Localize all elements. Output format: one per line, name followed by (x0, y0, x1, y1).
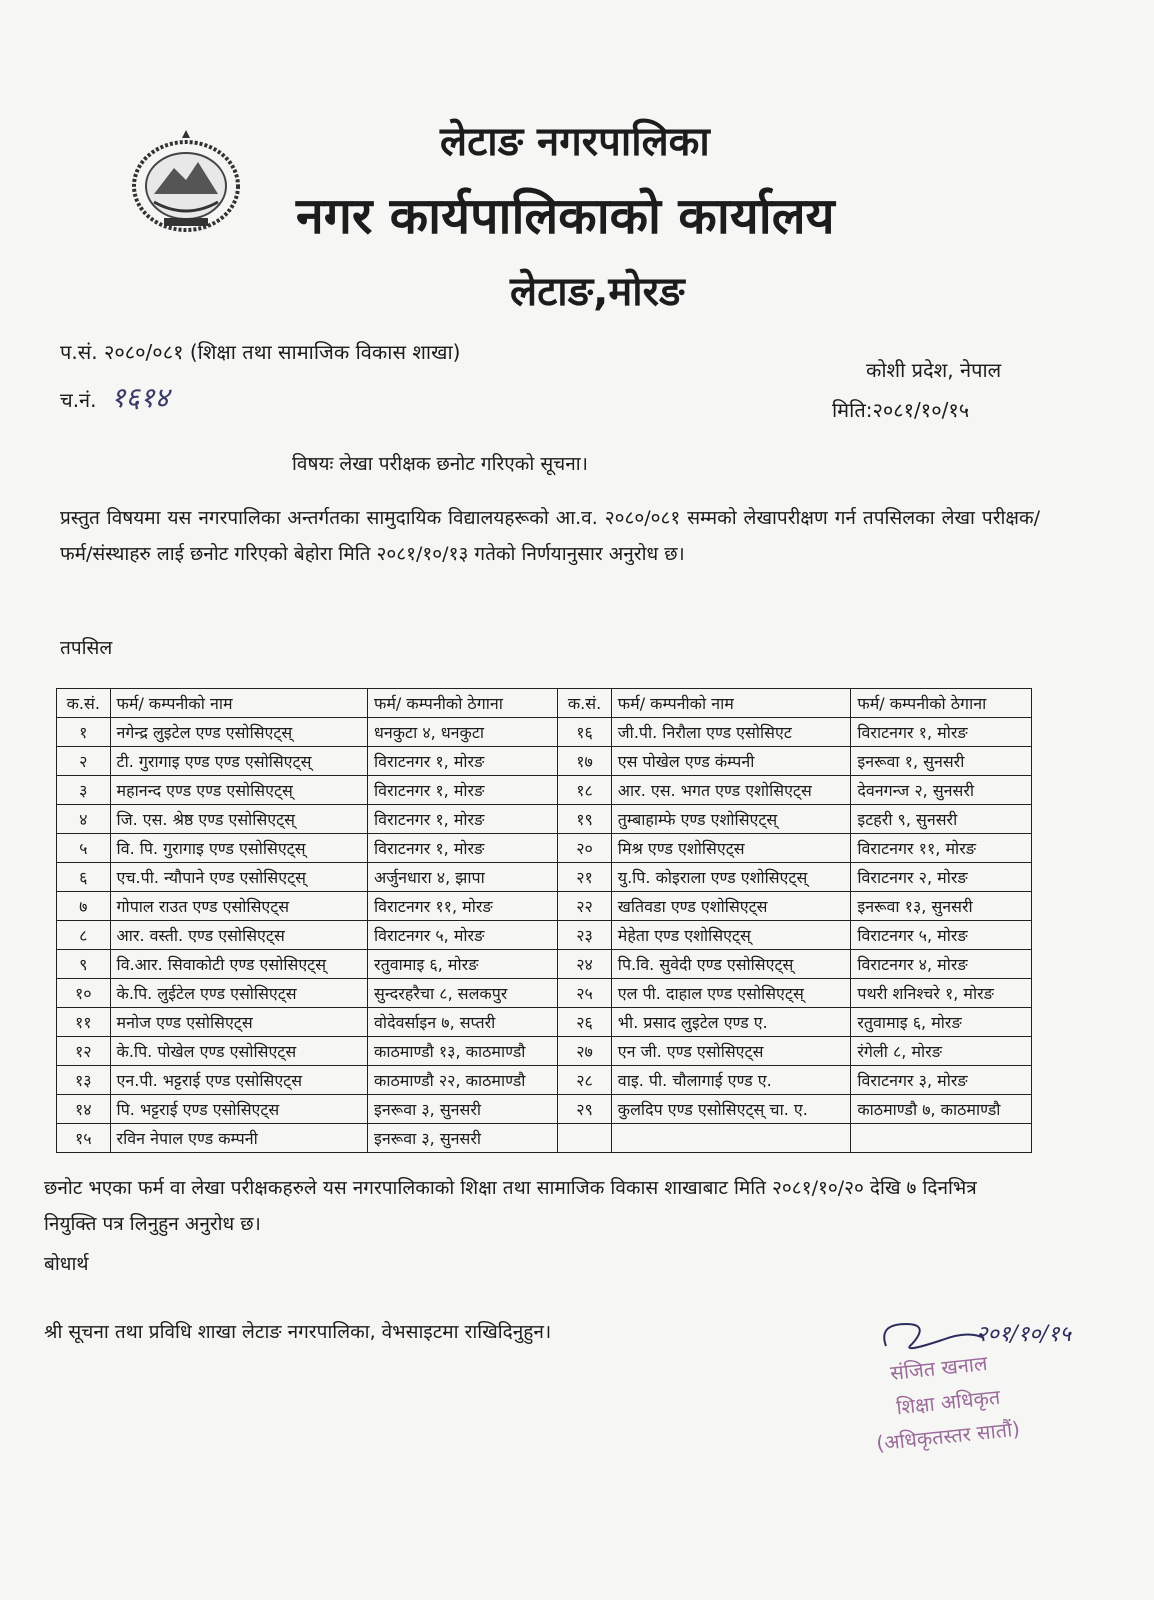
table-row (57, 950, 1032, 979)
cell-firm-name: रविन नेपाल एण्ड कम्पनी (110, 1124, 367, 1153)
cell-firm-address: सुन्दरहरैचा ८, सलकपुर (368, 979, 558, 1008)
cell-firm-address-2: रंगेली ८, मोरङ (851, 1037, 1032, 1066)
dispatch-label: च.नं. (60, 388, 97, 412)
cell-firm-address-2: विराटनगर ४, मोरङ (851, 950, 1032, 979)
cell-firm-address: विराटनगर ११, मोरङ (368, 892, 558, 921)
cell-sn: ७ (57, 892, 111, 921)
cell-sn: ६ (57, 863, 111, 892)
cell-firm-address: इनरूवा ३, सुनसरी (368, 1124, 558, 1153)
cell-firm-name: नगेन्द्र लुइटेल एण्ड एसोसिएट्स् (110, 718, 367, 747)
cell-sn-2: २९ (558, 1095, 612, 1124)
cell-sn-2: २४ (558, 950, 612, 979)
instruction-paragraph: छनोट भएका फर्म वा लेखा परीक्षकहरुले यस नगरपालिकाको शिक्षा तथा सामाजिक विकास शाखाबाट मिति २०८१/१०/२० देखि ७ दिनभित्र नियुक्ति पत्र लिनुहुन अनुरोध छ। (44, 1177, 977, 1235)
cell-firm-address-2: इटहरी ९, सुनसरी (851, 805, 1032, 834)
table-row (57, 718, 1032, 747)
cell-firm-name: वि.आर. सिवाकोटी एण्ड एसोसिएट्स् (110, 950, 367, 979)
cell-firm-name: के.पि. लुईटेल एण्ड एसोसिएट्स (110, 979, 367, 1008)
cell-firm-address-2: काठमाण्डौ ७, काठमाण्डौ (851, 1095, 1032, 1124)
cell-sn-2: २६ (558, 1008, 612, 1037)
cell-sn: ५ (57, 834, 111, 863)
cell-sn: ११ (57, 1008, 111, 1037)
cell-firm-name-2: यु.पि. कोइराला एण्ड एशोसिएट्स् (611, 863, 851, 892)
dispatch-value: १६१४ (110, 381, 170, 414)
cell-firm-name: महानन्द एण्ड एण्ड एसोसिएट्स् (110, 776, 367, 805)
cell-firm-address: विराटनगर १, मोरङ (368, 776, 558, 805)
cell-sn-2: २७ (558, 1037, 612, 1066)
cell-firm-name: टी. गुरागाइ एण्ड एण्ड एसोसिएट्स् (110, 747, 367, 776)
cell-firm-address: धनकुटा ४, धनकुटा (368, 718, 558, 747)
office-name: नगर कार्यपालिकाको कार्यालय (296, 187, 835, 245)
cell-firm-name: पि. भट्टराई एण्ड एसोसिएट्स (110, 1095, 367, 1124)
cc-heading: बोधार्थ (44, 1253, 89, 1275)
cell-firm-name: वि. पि. गुरागाइ एण्ड एसोसिएट्स् (110, 834, 367, 863)
cell-firm-name-2: जी.पी. निरौला एण्ड एसोसिएट (611, 718, 851, 747)
table-header-row (57, 689, 1032, 718)
stamp-name: संजित खनाल (889, 1350, 989, 1386)
cell-firm-address-2: विराटनगर १, मोरङ (851, 718, 1032, 747)
cell-firm-name-2: पि.वि. सुवेदी एण्ड एसोसिएट्स् (611, 950, 851, 979)
table-row (57, 1008, 1032, 1037)
cell-firm-address: विराटनगर १, मोरङ (368, 747, 558, 776)
province: कोशी प्रदेश, नेपाल (866, 358, 1002, 382)
col-firm-address: फर्म/ कम्पनीको ठेगाना (368, 689, 558, 718)
cell-sn-2: २५ (558, 979, 612, 1008)
cell-firm-address: विराटनगर १, मोरङ (368, 834, 558, 863)
cell-sn: १ (57, 718, 111, 747)
table-body (57, 718, 1032, 1153)
cc-recipient: श्री सूचना तथा प्रविधि शाखा लेटाङ नगरपालिका, वेभसाइटमा राखिदिनुहुन। (44, 1321, 552, 1343)
cell-firm-address: रतुवामाइ ६, मोरङ (368, 950, 558, 979)
auditor-table (56, 688, 1032, 1153)
cell-firm-address-2: पथरी शनिश्चरे १, मोरङ (851, 979, 1032, 1008)
table-row (57, 863, 1032, 892)
col-sn-2: क.सं. (558, 689, 612, 718)
cell-firm-address-2: इनरूवा १, सुनसरी (851, 747, 1032, 776)
dispatch-number (60, 378, 169, 416)
cell-firm-address: वोदेवर्साइन ७, सप्तरी (368, 1008, 558, 1037)
cell-firm-address: अर्जुनधारा ४, झापा (368, 863, 558, 892)
reference-number: प.सं. २०८०/०८१ (शिक्षा तथा सामाजिक विकास शाखा) (60, 340, 461, 364)
col-firm-name: फर्म/ कम्पनीको नाम (110, 689, 367, 718)
cell-firm-name-2: एन जी. एण्ड एसोसिएट्स (611, 1037, 851, 1066)
cell-sn: ८ (57, 921, 111, 950)
cell-sn: १२ (57, 1037, 111, 1066)
table-row (57, 979, 1032, 1008)
cell-firm-name: के.पि. पोखेल एण्ड एसोसिएट्स (110, 1037, 367, 1066)
cell-firm-name: जि. एस. श्रेष्ठ एण्ड एसोसिएट्स् (110, 805, 367, 834)
nepal-emblem-icon (124, 128, 254, 238)
cell-sn-2: २३ (558, 921, 612, 950)
stamp-title: शिक्षा अधिकृत (895, 1384, 1002, 1420)
body-paragraph: प्रस्तुत विषयमा यस नगरपालिका अन्तर्गतका सामुदायिक विद्यालयहरूको आ.व. २०८०/०८१ सम्मको लेखापरीक्षण गर्न तपसिलका लेखा परीक्षक/फर्म/संस्थाहरु लाई छनोट गरिएको बेहोरा मिति २०८१/१०/१३ गतेको निर्णयानुसार अनुरोध छ। (60, 507, 1040, 565)
cell-firm-name-2: मेहेता एण्ड एशोसिएट्स् (611, 921, 851, 950)
cell-sn-2: २२ (558, 892, 612, 921)
subject-line: विषयः लेखा परीक्षक छनोट गरिएको सूचना। (292, 453, 588, 475)
cell-firm-address-2: विराटनगर ३, मोरङ (851, 1066, 1032, 1095)
cell-sn: ३ (57, 776, 111, 805)
cell-firm-name-2: एस पोखेल एण्ड कंम्पनी (611, 747, 851, 776)
cell-firm-address: विराटनगर ५, मोरङ (368, 921, 558, 950)
cell-firm-name-2: खतिवडा एण्ड एशोसिएट्स (611, 892, 851, 921)
cell-sn: १३ (57, 1066, 111, 1095)
cell-sn: ९ (57, 950, 111, 979)
col-firm-address-2: फर्म/ कम्पनीको ठेगाना (851, 689, 1032, 718)
cell-sn: १० (57, 979, 111, 1008)
cell-firm-name-2 (611, 1124, 851, 1153)
cell-sn-2: १९ (558, 805, 612, 834)
cell-firm-name-2: वाइ. पी. चौलागाई एण्ड ए. (611, 1066, 851, 1095)
tapasil-label: तपसिल (60, 637, 113, 659)
table-row (57, 1066, 1032, 1095)
cell-firm-address-2: विराटनगर २, मोरङ (851, 863, 1032, 892)
cell-firm-address-2: रतुवामाइ ६, मोरङ (851, 1008, 1032, 1037)
signature-date: २०१/१०/१५ (976, 1322, 1071, 1347)
cell-firm-name-2: कुलदिप एण्ड एसोसिएट्स् चा. ए. (611, 1095, 851, 1124)
cell-sn-2: २० (558, 834, 612, 863)
cell-sn-2: २१ (558, 863, 612, 892)
cell-firm-address-2: इनरूवा १३, सुनसरी (851, 892, 1032, 921)
issue-date: मिति:२०८१/१०/१५ (832, 398, 970, 422)
cell-sn: १४ (57, 1095, 111, 1124)
cell-firm-address: काठमाण्डौ १३, काठमाण्डौ (368, 1037, 558, 1066)
table-row (57, 834, 1032, 863)
table-row (57, 805, 1032, 834)
table-row (57, 776, 1032, 805)
col-firm-name-2: फर्म/ कम्पनीको नाम (611, 689, 851, 718)
stamp-level: (अधिकृतस्तर सातौं) (875, 1416, 1022, 1456)
cell-firm-name: आर. वस्ती. एण्ड एसोसिएट्स (110, 921, 367, 950)
cell-sn-2 (558, 1124, 612, 1153)
cell-firm-address-2: विराटनगर ५, मोरङ (851, 921, 1032, 950)
cell-firm-name-2: आर. एस. भगत एण्ड एशोसिएट्स (611, 776, 851, 805)
cell-firm-address-2: विराटनगर ११, मोरङ (851, 834, 1032, 863)
cell-firm-name-2: भी. प्रसाद लुइटेल एण्ड ए. (611, 1008, 851, 1037)
cell-sn-2: १६ (558, 718, 612, 747)
cell-sn: १५ (57, 1124, 111, 1153)
table-row (57, 747, 1032, 776)
cell-firm-address-2: देवनगन्ज २, सुनसरी (851, 776, 1032, 805)
table-row (57, 1124, 1032, 1153)
cell-sn: २ (57, 747, 111, 776)
cell-sn-2: २८ (558, 1066, 612, 1095)
cell-firm-address-2 (851, 1124, 1032, 1153)
col-sn: क.सं. (57, 689, 111, 718)
table-row (57, 1037, 1032, 1066)
cell-sn: ४ (57, 805, 111, 834)
municipality-name: लेटाङ नगरपालिका (440, 119, 710, 165)
cell-firm-name-2: एल पी. दाहाल एण्ड एसोसिएट्स् (611, 979, 851, 1008)
table-row (57, 892, 1032, 921)
cell-sn-2: १८ (558, 776, 612, 805)
cell-firm-name: एच.पी. न्यौपाने एण्ड एसोसिएट्स् (110, 863, 367, 892)
cell-firm-name: गोपाल राउत एण्ड एसोसिएट्स (110, 892, 367, 921)
cell-firm-name-2: तुम्बाहाम्फे एण्ड एशोसिएट्स् (611, 805, 851, 834)
cell-firm-address: विराटनगर १, मोरङ (368, 805, 558, 834)
cell-firm-address: काठमाण्डौ २२, काठमाण्डौ (368, 1066, 558, 1095)
table-row (57, 1095, 1032, 1124)
cell-firm-name: एन.पी. भट्टराई एण्ड एसोसिएट्स (110, 1066, 367, 1095)
signature-block (872, 1310, 1082, 1480)
table-row (57, 921, 1032, 950)
cell-firm-name: मनोज एण्ड एसोसिएट्स (110, 1008, 367, 1037)
office-location: लेटाङ,मोरङ (510, 269, 685, 315)
cell-firm-address: इनरूवा ३, सुनसरी (368, 1095, 558, 1124)
cell-firm-name-2: मिश्र एण्ड एशोसिएट्स (611, 834, 851, 863)
cell-sn-2: १७ (558, 747, 612, 776)
